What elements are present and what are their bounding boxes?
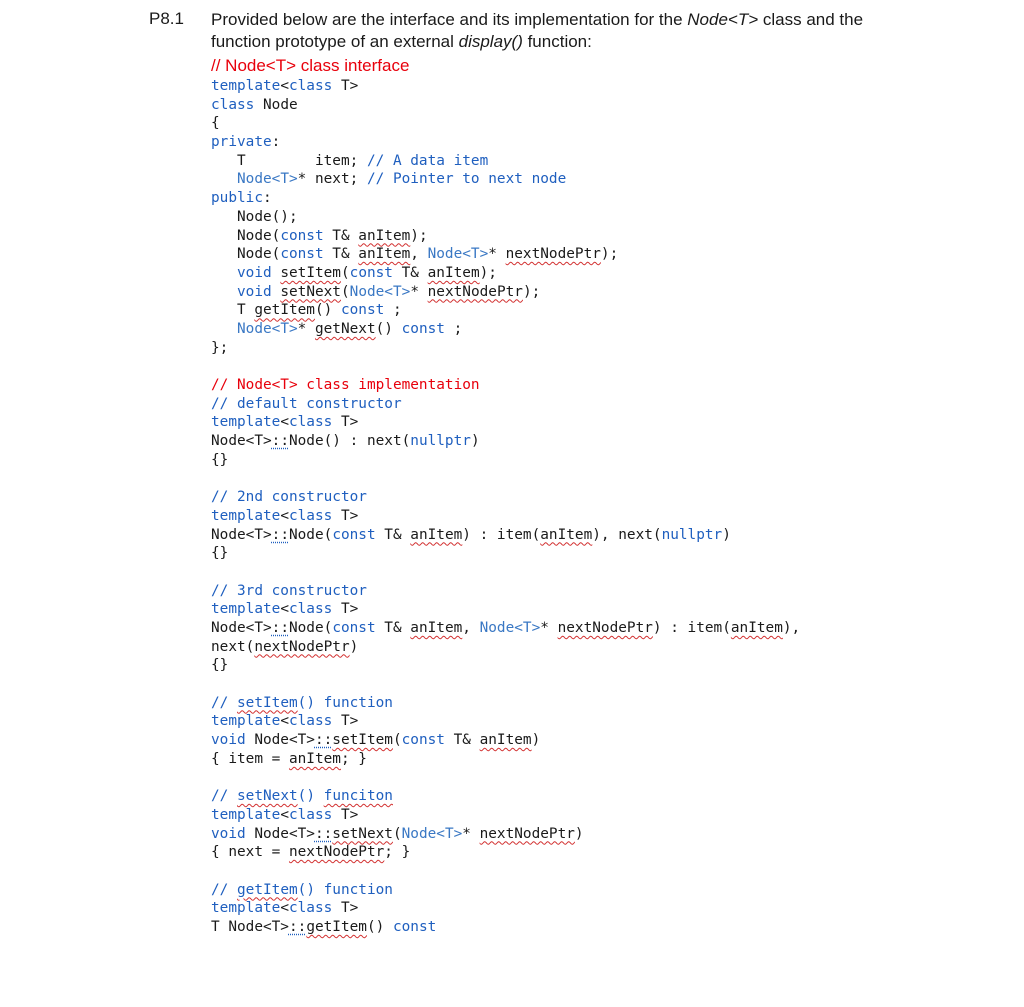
intro-node-class: Node<T>: [687, 10, 759, 29]
code-line: template<class T>: [211, 806, 359, 823]
code-line: {}: [211, 657, 229, 674]
intro-text-2: class and the function prototype of an external: [211, 10, 864, 51]
code-line: // setItem() function: [211, 694, 393, 711]
code-line: T getItem() const ;: [211, 302, 402, 319]
code-line: T item; // A data item: [211, 152, 489, 169]
code-line: T Node<T>::getItem() const: [211, 918, 437, 935]
code-line: [211, 563, 1011, 582]
code-line: // 2nd constructor: [211, 489, 367, 506]
code-line: // 3rd constructor: [211, 582, 367, 599]
problem-number: P8.1: [149, 9, 184, 28]
code-line: // default constructor: [211, 395, 402, 412]
code-line: template<class T>: [211, 900, 359, 917]
code-line: template<class T>: [211, 601, 359, 618]
code-line: // getItem() function: [211, 881, 393, 898]
code-line: template<class T>: [211, 414, 359, 431]
code-block: [211, 77, 1011, 937]
code-line: { item = anItem; }: [211, 750, 367, 767]
code-line: Node();: [211, 208, 298, 225]
code-line: // Node<T> class implementation: [211, 377, 480, 393]
code-line: void Node<T>::setItem(const T& anItem): [211, 732, 541, 749]
code-line: // setNext() funciton: [211, 788, 393, 805]
code-line: Node<T>* next; // Pointer to next node: [237, 171, 567, 188]
code-line: public:: [211, 190, 272, 207]
code-line: Node<T>::Node(const T& anItem) : item(anItem), next(nullptr): [211, 526, 731, 543]
code-line: private:: [211, 134, 281, 151]
code-line: void setItem(const T& anItem);: [237, 264, 497, 281]
code-line: class Node: [211, 96, 298, 113]
code-line: Node<T>::Node(const T& anItem, Node<T>* nextNodePtr) : item(anItem),: [211, 619, 801, 636]
code-line: void setNext(Node<T>* nextNodePtr);: [237, 283, 541, 300]
code-line: Node(const T& anItem, Node<T>* nextNodePtr);: [211, 246, 619, 263]
code-line: next(nextNodePtr): [211, 638, 359, 655]
code-line: {: [211, 115, 220, 132]
code-line: template<class T>: [211, 713, 359, 730]
code-line: [211, 675, 1011, 694]
code-line: [211, 862, 1011, 881]
code-line: [211, 357, 1011, 376]
code-line: void Node<T>::setNext(Node<T>* nextNodePtr): [211, 825, 584, 842]
code-line: {}: [211, 451, 229, 468]
intro-text-3: function:: [522, 32, 592, 51]
interface-heading: // Node<T> class interface: [211, 56, 410, 75]
intro-display-function: display(): [458, 32, 523, 51]
code-line: {}: [211, 545, 229, 562]
intro-text-1: Provided below are the interface and its implementation for the: [211, 10, 688, 29]
problem-intro: [211, 9, 891, 53]
code-line: template<class T>: [211, 507, 359, 524]
code-line: };: [211, 339, 229, 356]
code-line: { next = nextNodePtr; }: [211, 844, 411, 861]
code-line: [211, 768, 1011, 787]
code-line: [211, 469, 1011, 488]
code-line: template<class T>: [211, 78, 359, 94]
code-line: Node<T>* getNext() const ;: [237, 320, 463, 337]
code-line: Node<T>::Node() : next(nullptr): [211, 433, 480, 450]
code-line: Node(const T& anItem);: [211, 227, 428, 244]
